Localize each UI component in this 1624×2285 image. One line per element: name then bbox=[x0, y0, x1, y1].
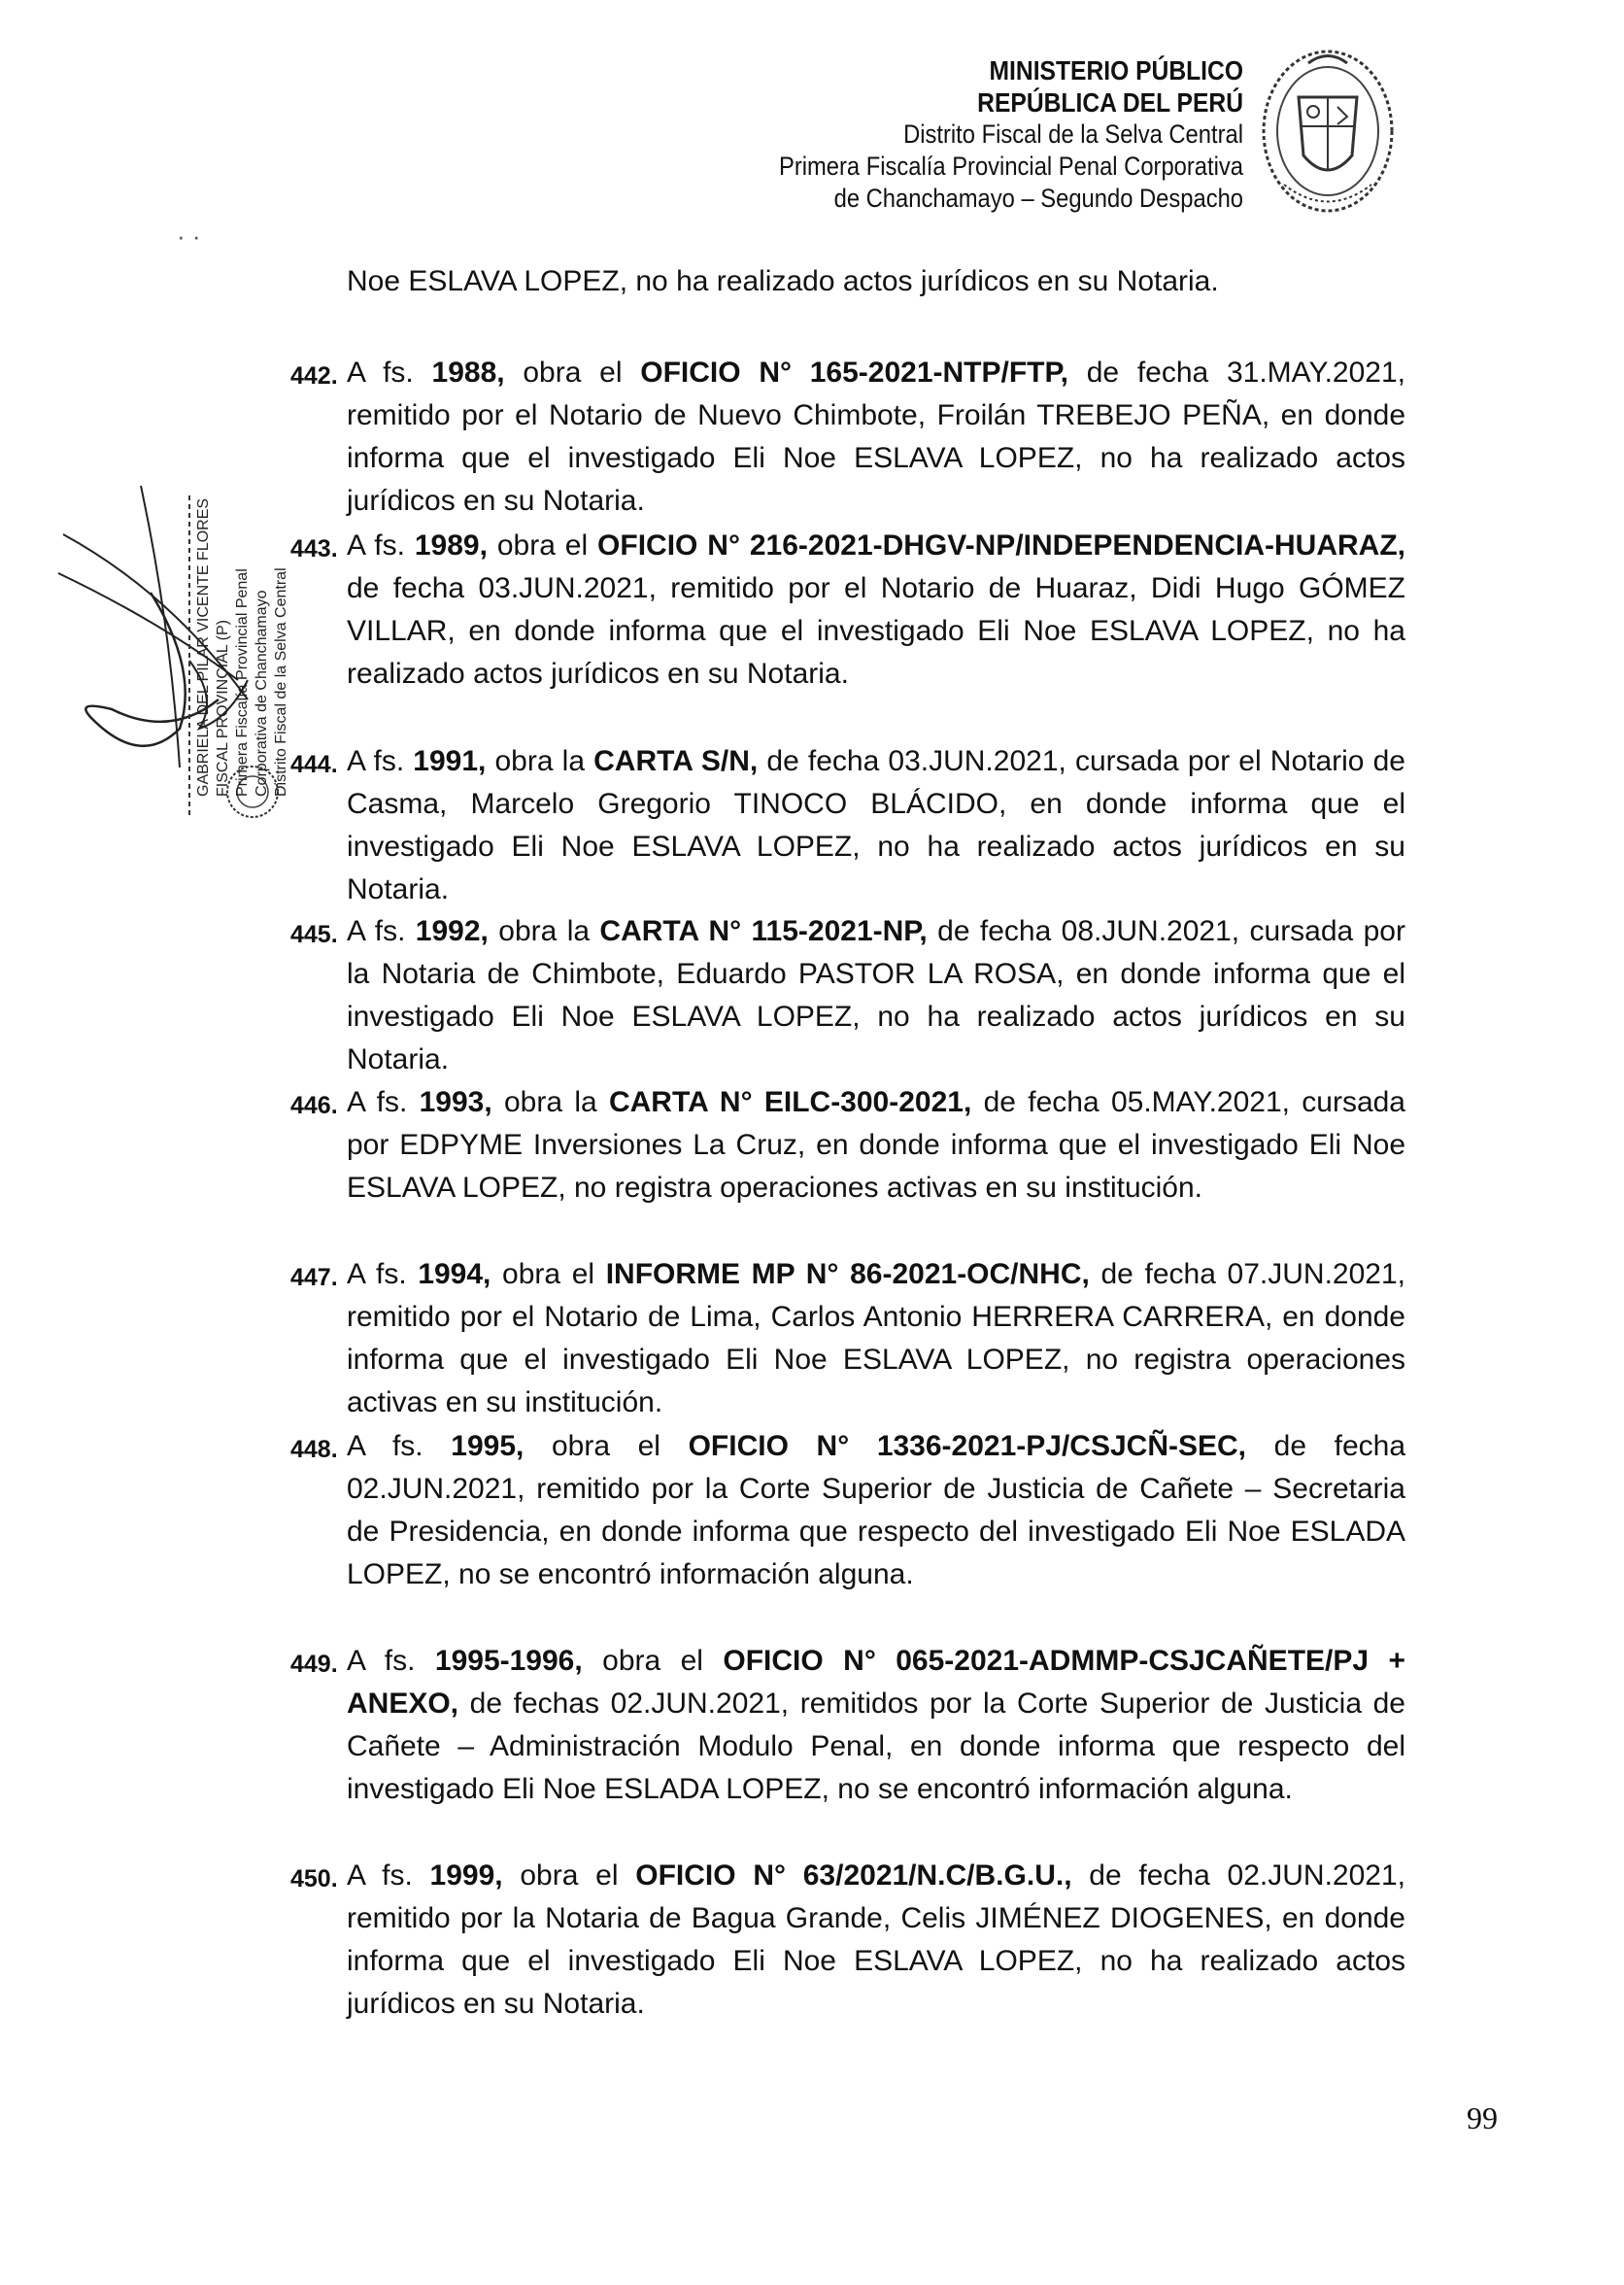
item-verb: obra la bbox=[488, 915, 600, 947]
item-number: 442. bbox=[290, 362, 338, 390]
item-document: OFICIO N° 065-2021-ADMMP-CSJCAÑETE/PJ + ANEXO, bbox=[347, 1645, 1405, 1720]
item-number: 449. bbox=[290, 1651, 338, 1678]
list-item bbox=[290, 740, 1405, 911]
stamp-office-2: Corporativa de Chanchamayo bbox=[254, 590, 270, 797]
district-name: Distrito Fiscal de la Selva Central bbox=[903, 119, 1243, 149]
list-item bbox=[290, 910, 1405, 1081]
list-item bbox=[290, 352, 1406, 523]
item-document: OFICIO N° 1336-2021-PJ/CSJCÑ-SEC, bbox=[688, 1430, 1247, 1462]
item-text: de fecha 05.MAY.2021, cursada por EDPYME Inversiones La Cruz, en donde informa que el investigado Eli Noe ESLAVA LOPEZ, no registra operaciones activas en su institución. bbox=[347, 1086, 1405, 1204]
continuation-paragraph: Noe ESLAVA LOPEZ, no ha realizado actos jurídicos en su Notaria. bbox=[347, 265, 1219, 297]
list-item bbox=[290, 1855, 1405, 2026]
list-item bbox=[290, 1081, 1405, 1210]
prosecutor-stamp bbox=[194, 498, 291, 797]
item-prefix: A fs. bbox=[347, 1086, 420, 1118]
item-prefix: A fs. bbox=[347, 745, 414, 777]
ministry-name: MINISTERIO PÚBLICO bbox=[989, 55, 1243, 85]
item-document: OFICIO N° 216-2021-DHGV-NP/INDEPENDENCIA-HUARAZ, bbox=[597, 529, 1405, 562]
item-folio: 1993, bbox=[419, 1086, 492, 1118]
item-verb: obra el bbox=[502, 1859, 636, 1892]
item-verb: obra el bbox=[491, 1258, 606, 1290]
item-prefix: A fs. bbox=[347, 915, 416, 947]
item-prefix: A fs. bbox=[347, 1859, 430, 1892]
item-number: 447. bbox=[290, 1264, 338, 1291]
letterhead bbox=[645, 54, 1243, 215]
coat-of-arms-seal-icon bbox=[1255, 39, 1401, 223]
item-number: 448. bbox=[290, 1436, 338, 1463]
item-text: de fecha 03.JUN.2021, remitido por el Notario de Huaraz, Didi Hugo GÓMEZ VILLAR, en donde informa que el investigado Eli Noe ESLAVA LOPEZ, no ha realizado actos jurídicos en su Notaria. bbox=[347, 572, 1405, 690]
item-prefix: A fs. bbox=[347, 357, 432, 389]
item-folio: 1994, bbox=[418, 1258, 491, 1290]
item-document: INFORME MP N° 86-2021-OC/NHC, bbox=[605, 1258, 1090, 1290]
item-folio: 1995, bbox=[451, 1430, 524, 1462]
item-verb: obra el bbox=[487, 529, 598, 562]
stamp-name: GABRIELA DEL PILAR VICENTE FLORES bbox=[195, 497, 212, 797]
stamp-title: FISCAL PROVINCIAL (P) bbox=[215, 620, 231, 797]
item-number: 443. bbox=[290, 535, 338, 563]
item-folio: 1992, bbox=[415, 915, 489, 947]
item-folio: 1989, bbox=[414, 529, 488, 562]
item-text: de fecha 31.MAY.2021, remitido por el Notario de Nuevo Chimbote, Froilán TREBEJO PEÑA, en donde informa que el investigado Eli Noe ESLAVA LOPEZ, no ha realizado actos jurídicos en su Notaria. bbox=[347, 357, 1406, 517]
item-prefix: A fs. bbox=[347, 1258, 419, 1290]
list-item bbox=[290, 525, 1405, 696]
item-text: de fecha 08.JUN.2021, cursada por la Notaria de Chimbote, Eduardo PASTOR LA ROSA, en donde informa que el investigado Eli Noe ESLAVA LOPEZ, no ha realizado actos jurídicos en su Notaria. bbox=[347, 915, 1405, 1075]
office-location: de Chanchamayo – Segundo Despacho bbox=[833, 184, 1243, 213]
page-number: 99 bbox=[1467, 2100, 1498, 2135]
item-folio: 1999, bbox=[429, 1859, 503, 1892]
item-number: 446. bbox=[290, 1092, 338, 1119]
list-item bbox=[290, 1425, 1406, 1596]
item-verb: obra el bbox=[582, 1645, 724, 1677]
item-verb: obra la bbox=[486, 745, 594, 777]
item-text: de fecha 02.JUN.2021, remitido por la Corte Superior de Justicia de Cañete – Secretaria de Presidencia, en donde informa que respecto del investigado Eli Noe ESLADA LOPEZ, no se encontró información alguna. bbox=[347, 1430, 1406, 1590]
item-document: OFICIO N° 63/2021/N.C/B.G.U., bbox=[635, 1859, 1072, 1892]
item-text: de fechas 02.JUN.2021, remitidos por la Corte Superior de Justicia de Cañete – Administración Modulo Penal, en donde informa que respecto del investigado Eli Noe ESLADA LOPEZ, no se encontró información alguna. bbox=[347, 1688, 1405, 1805]
stamp-office: Primera Fiscalía Provincial Penal bbox=[234, 568, 251, 797]
item-prefix: A fs. bbox=[347, 1645, 435, 1677]
item-verb: obra el bbox=[504, 357, 641, 389]
item-number: 444. bbox=[290, 751, 338, 778]
item-document: OFICIO N° 165-2021-NTP/FTP, bbox=[640, 357, 1068, 389]
item-verb: obra la bbox=[491, 1086, 609, 1118]
country-name: REPÚBLICA DEL PERÚ bbox=[977, 87, 1243, 118]
list-item bbox=[290, 1640, 1405, 1811]
stamp-district: Distrito Fiscal de la Selva Central bbox=[273, 567, 289, 797]
scan-speck: · · bbox=[177, 222, 201, 251]
item-document: CARTA S/N, bbox=[593, 745, 759, 777]
item-number: 445. bbox=[290, 921, 338, 948]
item-folio: 1991, bbox=[413, 745, 487, 777]
list-item bbox=[290, 1253, 1405, 1424]
item-folio: 1988, bbox=[431, 357, 505, 389]
item-document: CARTA N° 115-2021-NP, bbox=[599, 915, 928, 947]
item-folio: 1995-1996, bbox=[434, 1645, 583, 1677]
item-text: de fecha 02.JUN.2021, remitido por la Notaria de Bagua Grande, Celis JIMÉNEZ DIOGENES, en donde informa que el investigado Eli Noe ESLAVA LOPEZ, no ha realizado actos jurídicos en su Notaria. bbox=[347, 1859, 1405, 2020]
item-number: 450. bbox=[290, 1865, 338, 1893]
item-document: CARTA N° EILC-300-2021, bbox=[608, 1086, 972, 1118]
item-prefix: A fs. bbox=[347, 1430, 452, 1462]
item-text: de fecha 03.JUN.2021, cursada por el Notario de Casma, Marcelo Gregorio TINOCO BLÁCIDO, en donde informa que el investigado Eli Noe ESLAVA LOPEZ, no ha realizado actos jurídicos en su Notaria. bbox=[347, 745, 1405, 905]
item-prefix: A fs. bbox=[347, 529, 415, 562]
office-name: Primera Fiscalía Provincial Penal Corporativa bbox=[778, 152, 1243, 181]
item-text: de fecha 07.JUN.2021, remitido por el Notario de Lima, Carlos Antonio HERRERA CARRERA, en donde informa que el investigado Eli Noe ESLAVA LOPEZ, no registra operaciones activas en su institución. bbox=[347, 1258, 1405, 1418]
item-verb: obra el bbox=[524, 1430, 689, 1462]
